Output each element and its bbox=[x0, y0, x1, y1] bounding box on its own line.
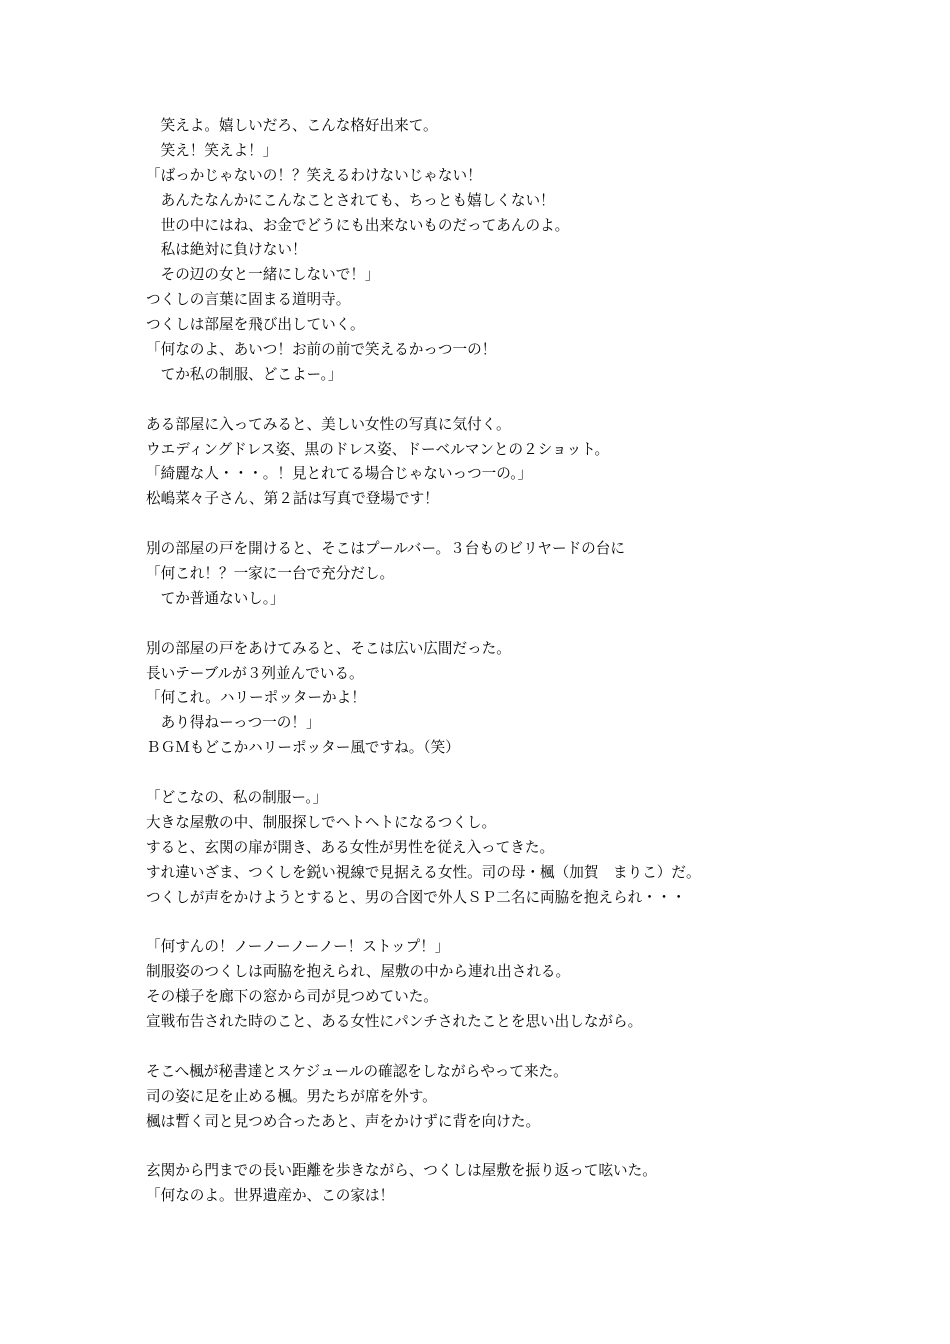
text-line: 「何すんの！ノーノーノーノー！ストップ！」 bbox=[146, 938, 450, 956]
text-line: てか普通ないし。」 bbox=[146, 589, 285, 607]
text-line: ある部屋に入ってみると、美しい女性の写真に気付く。 bbox=[146, 415, 511, 433]
text-line: つくしが声をかけようとすると、男の合図で外人ＳＰ二名に両脇を抱えられ・・・ bbox=[146, 888, 686, 906]
text-line: すると、玄関の扉が開き、ある女性が男性を従え入ってきた。 bbox=[146, 838, 555, 856]
text-line: 「ばっかじゃないの！？笑えるわけないじゃない！ bbox=[146, 166, 482, 184]
text-line: ＢＧＭもどこかハリーポッター風ですね。（笑） bbox=[146, 739, 460, 757]
text-line: すれ違いざま、つくしを鋭い視線で見据える女性。司の母・楓（加賀 まりこ）だ。 bbox=[146, 863, 701, 881]
text-line: 笑え！笑えよ！」 bbox=[146, 141, 278, 159]
text-line: 制服姿のつくしは両脇を抱えられ、屋敷の中から連れ出される。 bbox=[146, 963, 571, 981]
text-line: 楓は暫く司と見つめ合ったあと、声をかけずに背を向けた。 bbox=[146, 1112, 541, 1130]
text-line: あり得ねーっつ一の！」 bbox=[146, 714, 321, 732]
text-line: 笑えよ。嬉しいだろ、こんな格好出来て。 bbox=[146, 117, 438, 134]
text-line: 「何これ。ハリーポッターかよ！ bbox=[146, 689, 366, 707]
text-line: 長いテーブルが３列並んでいる。 bbox=[146, 664, 364, 682]
text-line: 宣戦布告された時のこと、ある女性にパンチされたことを思い出しながら。 bbox=[146, 1013, 643, 1031]
blank-line bbox=[146, 761, 936, 786]
text-line: その様子を廊下の窓から司が見つめていた。 bbox=[146, 988, 438, 1006]
blank-line bbox=[146, 388, 936, 413]
text-line: その辺の女と一緒にしないで！」 bbox=[146, 266, 380, 284]
text-line: 松嶋菜々子さん、第２話は写真で登場です！ bbox=[146, 490, 439, 508]
text-line: 別の部屋の戸を開けると、そこはプールバー。３台ものビリヤードの台に bbox=[146, 540, 625, 558]
text-line: ウエディングドレス姿、黒のドレス姿、ドーベルマンとの２ショット。 bbox=[146, 440, 610, 458]
blank-line bbox=[146, 612, 936, 637]
text-line: 世の中にはね、お金でどうにも出来ないものだってあんのよ。 bbox=[146, 216, 570, 234]
blank-line bbox=[146, 1135, 936, 1160]
text-line: てか私の制服、どこよー。」 bbox=[146, 365, 343, 383]
text-line: 司の姿に足を止める楓。男たちが席を外す。 bbox=[146, 1087, 437, 1105]
blank-line bbox=[146, 911, 936, 936]
text-line: つくしは部屋を飛び出していく。 bbox=[146, 316, 365, 334]
document-page bbox=[146, 114, 936, 1209]
text-line: あんたなんかにこんなことされても、ちっとも嬉しくない！ bbox=[146, 191, 555, 209]
text-line: 大きな屋敷の中、制服探しでヘトヘトになるつくし。 bbox=[146, 813, 497, 831]
text-line: 私は絶対に負けない！ bbox=[146, 241, 307, 259]
text-line: 「綺麗な人・・・。！見とれてる場合じゃないっつ一の。」 bbox=[146, 465, 533, 483]
text-line: つくしの言葉に固まる道明寺。 bbox=[146, 291, 351, 309]
text-line: 別の部屋の戸をあけてみると、そこは広い広間だった。 bbox=[146, 639, 511, 657]
text-line: そこへ楓が秘書達とスケジュールの確認をしながらやって来た。 bbox=[146, 1062, 568, 1080]
text-line: 「何これ！？一家に一台で充分だし。 bbox=[146, 565, 395, 583]
text-line: 「どこなの、私の制服ー。」 bbox=[146, 789, 328, 807]
blank-line bbox=[146, 1035, 936, 1060]
blank-line bbox=[146, 512, 936, 537]
text-line: 「何なのよ。世界遺産か、この家は！ bbox=[146, 1187, 395, 1205]
text-line: 「何なのよ、あいつ！お前の前で笑えるかっつ一の！ bbox=[146, 341, 497, 359]
text-line: 玄関から門までの長い距離を歩きながら、つくしは屋敷を振り返って呟いた。 bbox=[146, 1162, 657, 1180]
